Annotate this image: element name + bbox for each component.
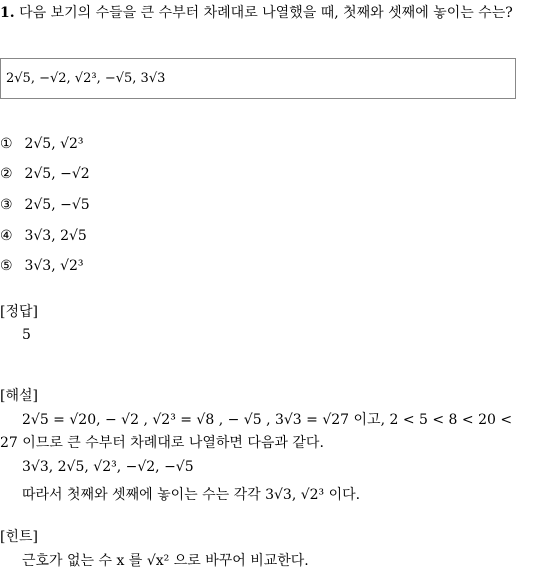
explanation-line-3: 따라서 첫째와 셋째에 놓이는 수는 각각 3√3, √2³ 이다. <box>22 487 361 503</box>
choice-text: 2√5, √2³ <box>24 136 84 152</box>
hint-text: 근호가 없는 수 x 를 √x² 으로 바꾸어 비교한다. <box>22 553 309 569</box>
choice-number: ① <box>0 136 13 152</box>
explanation-line-2: 3√3, 2√5, √2³, −√2, −√5 <box>22 459 194 475</box>
hint-label: [힌트] <box>0 529 38 545</box>
choice-text: 2√5, −√2 <box>24 166 90 182</box>
choice-3[interactable] <box>0 197 90 213</box>
choice-number: ③ <box>0 197 13 213</box>
explanation-line-1: 2√5 = √20, − √2 , √2³ = √8 , − √5 , 3√3 = √27 이고, 2 < 5 < 8 < 20 < 27 이므로 큰 수부터 차례대로 나열하면 다음과 같다. <box>0 412 513 451</box>
choice-text: 3√3, 2√5 <box>24 228 87 244</box>
choice-5[interactable] <box>0 258 84 274</box>
given-numbers-box <box>0 58 516 99</box>
choice-number: ② <box>0 166 13 182</box>
choice-2[interactable] <box>0 166 90 182</box>
choice-number: ④ <box>0 228 13 244</box>
choice-text: 2√5, −√5 <box>24 197 90 213</box>
given-numbers: 2√5, −√2, √2³, −√5, 3√3 <box>6 71 166 86</box>
answer-label: [정답] <box>0 304 38 320</box>
choice-1[interactable] <box>0 136 84 152</box>
question <box>0 2 530 24</box>
choice-text: 3√3, √2³ <box>24 258 84 274</box>
answer-value: 5 <box>22 327 31 343</box>
question-number: 1. <box>0 5 15 21</box>
choice-4[interactable] <box>0 228 87 244</box>
explanation-label: [해설] <box>0 388 38 404</box>
choice-number: ⑤ <box>0 258 13 274</box>
question-text: 다음 보기의 수들을 큰 수부터 차례대로 나열했을 때, 첫째와 셋째에 놓이는 수는? <box>19 5 513 21</box>
